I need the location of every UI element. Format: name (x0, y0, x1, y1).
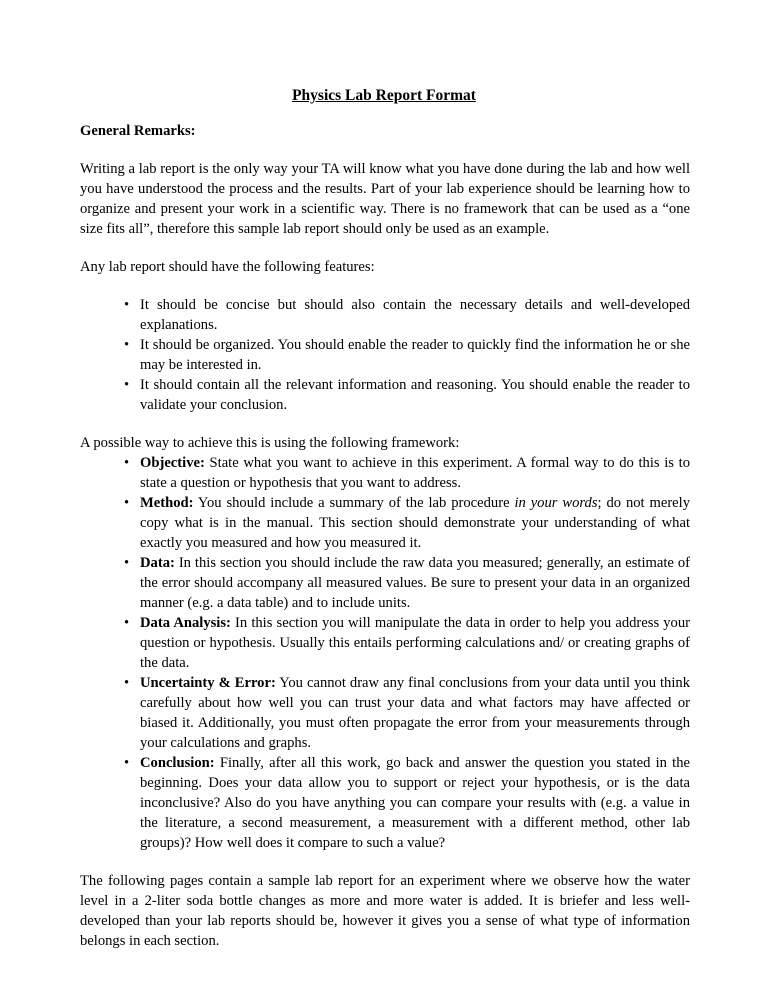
list-item-emphasis: in your words (514, 495, 598, 511)
list-item (124, 375, 690, 415)
list-item-text: Finally, after all this work, go back and answer the question you stated in the beginning. Does your data allow you to support or reject your hypothesis, or is the data inconclusive? Also do you have anything you can compare your results with (e.g. a value in the literature, a second measurement, a measurement with a different method, other lab groups)? How well does it compare to such a value? (140, 755, 690, 851)
bullet-icon: • (124, 675, 130, 691)
bullet-icon: • (124, 337, 130, 353)
list-item-term: Data Analysis: (140, 615, 231, 631)
bullet-icon: • (124, 377, 130, 393)
list-item-text: You should include a summary of the lab procedure (193, 495, 515, 511)
list-item-text: In this section you will manipulate the data in order to help you address your question or hypothesis. Usually this entails performing calculations and/ or creating graphs of the data. (140, 615, 690, 671)
framework-intro-paragraph: A possible way to achieve this is using the following framework: (80, 435, 460, 451)
bullet-icon: • (124, 555, 130, 571)
list-item (124, 295, 690, 335)
list-item (124, 493, 690, 553)
list-item-text: It should contain all the relevant information and reasoning. You should enable the reader to validate your conclusion. (140, 377, 690, 413)
document-body (80, 121, 690, 969)
bullet-icon: • (124, 615, 130, 631)
page-title: Physics Lab Report Format (292, 87, 476, 104)
bullet-icon: • (124, 455, 130, 471)
section-heading: General Remarks: (80, 123, 196, 139)
list-item-text: You cannot draw any final conclusions from your data until you think carefully about how well you can trust your data and what factors may have affected or biased it. Additionally, you must often propagate the error from your measurements through your calculations and graphs. (140, 675, 690, 751)
list-item (124, 753, 690, 853)
list-item (124, 453, 690, 493)
framework-list (124, 453, 690, 853)
list-item-term: Uncertainty & Error: (140, 675, 276, 691)
list-item (124, 553, 690, 613)
list-item-text: It should be concise but should also contain the necessary details and well-developed explanations. (140, 297, 690, 333)
list-item-text: It should be organized. You should enable the reader to quickly find the information he or she may be interested in. (140, 337, 690, 373)
features-list (124, 295, 690, 415)
bullet-icon: • (124, 755, 130, 771)
list-item (124, 335, 690, 375)
list-item-term: Method: (140, 495, 194, 511)
list-item (124, 673, 690, 753)
intro-paragraph: Writing a lab report is the only way your TA will know what you have done during the lab and how well you have understood the process and the results. Part of your lab experience should be learning how to organize and present your work in a scientific way. There is no framework that can be used as a “one size fits all”, therefore this sample lab report should only be used as an example. (80, 161, 690, 237)
list-item-text: In this section you should include the raw data you measured; generally, an estimate of the error should accompany all measured values. Be sure to present your data in an organized manner (e.g. a data table) and to include units. (140, 555, 690, 611)
list-item-text: State what you want to achieve in this experiment. A formal way to do this is to state a question or hypothesis that you want to address. (140, 455, 690, 491)
features-intro-paragraph: Any lab report should have the following features: (80, 259, 375, 275)
bullet-icon: • (124, 297, 130, 313)
list-item-term: Objective: (140, 455, 205, 471)
closing-paragraph: The following pages contain a sample lab report for an experiment where we observe how the water level in a 2-liter soda bottle changes as more and more water is added. It is briefer and less well-developed than your lab reports should be, however it gives you a sense of what type of information belongs in each section. (80, 873, 690, 949)
list-item-term: Data: (140, 555, 175, 571)
bullet-icon: • (124, 495, 130, 511)
list-item (124, 613, 690, 673)
list-item-text: ; do not merely copy what is in the manual. This section should demonstrate your understanding of what exactly you measured and how you measured it. (140, 495, 691, 551)
list-item-term: Conclusion: (140, 755, 215, 771)
